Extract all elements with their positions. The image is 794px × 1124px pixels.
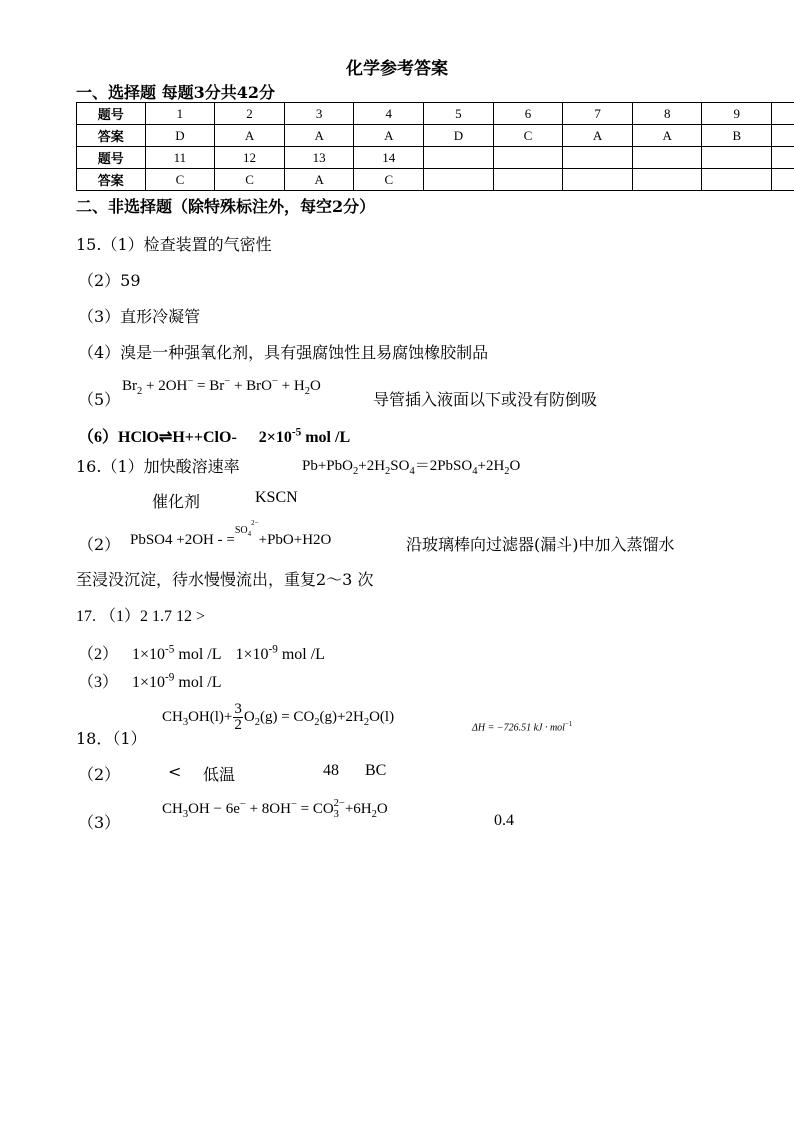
q16-part2-note: 沿玻璃棒向过滤器(漏斗)中加入蒸馏水 [406, 535, 675, 554]
answer-table-row-label: 答案 [77, 169, 146, 191]
answer-table-cell [772, 125, 794, 147]
q15-part3: （3）直形冷凝管 [78, 307, 201, 326]
q17-part3-label: （3） [78, 674, 119, 691]
answer-table-cell [563, 147, 633, 169]
q15-part5-label: （5） [78, 390, 121, 409]
q18-part2-b: 低温 [203, 765, 236, 784]
answer-table-cell: 1 [145, 103, 215, 125]
answer-table-cell [632, 147, 702, 169]
q15-part5-note: 导管插入液面以下或没有防倒吸 [373, 390, 598, 409]
q17-part2: （2） $1\times 10^{-5}$ mol /L $1\times 10^{-9}$ mol /L [78, 643, 325, 663]
answer-table-row [77, 147, 794, 169]
answer-table-row-label: 题号 [77, 147, 146, 169]
q18-part1-enthalpy: ΔH = −726.51 kJ · mol$^{-1}$ [472, 720, 573, 734]
answer-table-cell: 9 [702, 103, 772, 125]
answer-table-cell: C [145, 169, 215, 191]
answer-table-cell [702, 147, 772, 169]
answer-table [76, 102, 794, 191]
answer-table-cell [772, 103, 794, 125]
answer-table-cell: 14 [354, 147, 424, 169]
answer-table-cell: C [354, 169, 424, 191]
q18-part1-label: 18．（1） [76, 729, 147, 748]
answer-table-cell: 7 [563, 103, 633, 125]
answer-table-cell: 4 [354, 103, 424, 125]
q18-part2-d: BC [365, 762, 387, 779]
answer-table-cell: A [284, 125, 354, 147]
q18-part3-equation: $CH_3OH - 6e^- + 8OH^-$ = CO 2− 3 $+6H_2O$ [162, 798, 388, 820]
answer-table-cell: 6 [493, 103, 563, 125]
answer-table-cell: A [215, 125, 285, 147]
answer-table-row-label: 答案 [77, 125, 146, 147]
answer-table-cell [632, 169, 702, 191]
answer-table-cell: D [145, 125, 215, 147]
q18-part1-equation: $CH_3OH(l)+$ $\frac{3}{2}$ $O_2(g) = CO_2(g)+2H_2O(l)$ [162, 701, 395, 733]
q15-part6-value: 2×10 [258, 429, 292, 446]
answer-table-cell: 12 [215, 147, 285, 169]
answer-table-cell: 2 [215, 103, 285, 125]
answer-table-row-label: 题号 [77, 103, 146, 125]
answer-table-cell [493, 169, 563, 191]
answer-table-cell: C [215, 169, 285, 191]
answer-table-cell: 5 [424, 103, 494, 125]
answer-table-cell: D [424, 125, 494, 147]
q16-part1-label: 16.（1）加快酸溶速率 [76, 457, 240, 476]
answer-table-cell: C [493, 125, 563, 147]
answer-table-cell: 11 [145, 147, 215, 169]
answer-table-cell [424, 169, 494, 191]
answer-table-cell: B [702, 125, 772, 147]
q15-part5-equation: $Br_2 + 2OH^- = Br^- + BrO^- + H_2O$ [122, 376, 321, 397]
q18-part3-label: （3） [78, 813, 121, 832]
q16-part2-equation [130, 518, 332, 549]
answer-table-cell [772, 147, 794, 169]
answer-table-row [77, 125, 794, 147]
q15-part6-label: （6） [78, 429, 119, 446]
section-nonchoice-heading: 二、非选择题（除特殊标注外，每空2分） [76, 197, 376, 216]
answer-table-cell: A [354, 125, 424, 147]
answer-table-cell [424, 147, 494, 169]
q18-part2-c: 48 [323, 762, 339, 779]
answer-table-row [77, 169, 794, 191]
q15-part1: 15.（1）检查装置的气密性 [76, 235, 272, 254]
q17-part1: 17. （1）2 1.7 12 > [76, 608, 206, 625]
q15-part4: （4）溴是一种强氧化剂，具有强腐蚀性且易腐蚀橡胶制品 [78, 343, 489, 362]
q15-part6-unit: mol /L [301, 429, 351, 446]
q18-part2-a: < [168, 762, 182, 781]
q18-part3-value: 0.4 [494, 812, 514, 829]
q16-part1-c: KSCN [255, 489, 298, 506]
q16-part1-equation: $Pb+PbO_2+2H_2SO_4=2PbSO_4+2H_2O$ [302, 458, 521, 477]
answer-table-cell [702, 169, 772, 191]
answer-table-cell [772, 169, 794, 191]
q17-part2-label: （2） [78, 646, 119, 663]
answer-table-cell [563, 169, 633, 191]
q15-part2: （2）59 [78, 271, 141, 290]
q15-part6-equation: HClO⇌H++ClO- [118, 429, 237, 446]
q16-part2-sulfate: SO42− [234, 518, 259, 538]
fraction-three-halves: $\frac{3}{2}$ [234, 701, 242, 733]
page-title: 化学参考答案 [346, 59, 448, 79]
q17-part3: （3） $1\times 10^{-9}$ mol /L [78, 671, 222, 691]
answer-table-cell [493, 147, 563, 169]
answer-table-cell: 13 [284, 147, 354, 169]
q16-part2-label: （2） [78, 535, 121, 554]
q16-part2-left: PbSO4 +2OH - = [130, 532, 235, 548]
q16-part2-right: +PbO+H2O [258, 532, 332, 548]
answer-table-cell: A [563, 125, 633, 147]
q15-part6-exponent: -5 [291, 426, 302, 439]
q15-part6 [78, 424, 350, 447]
answer-table-cell: A [284, 169, 354, 191]
q16-part1-b: 催化剂 [152, 492, 201, 511]
answer-table-cell: A [632, 125, 702, 147]
q18-part2-label: （2） [78, 765, 121, 784]
answer-table-row [77, 103, 794, 125]
answer-table-cell: 8 [632, 103, 702, 125]
answer-table-cell: 3 [284, 103, 354, 125]
q16-part2-continuation: 至浸没沉淀，待水慢慢流出，重复2～3 次 [76, 570, 374, 589]
section-choice-heading: 一、选择题 每题3分共42分 [76, 83, 275, 102]
